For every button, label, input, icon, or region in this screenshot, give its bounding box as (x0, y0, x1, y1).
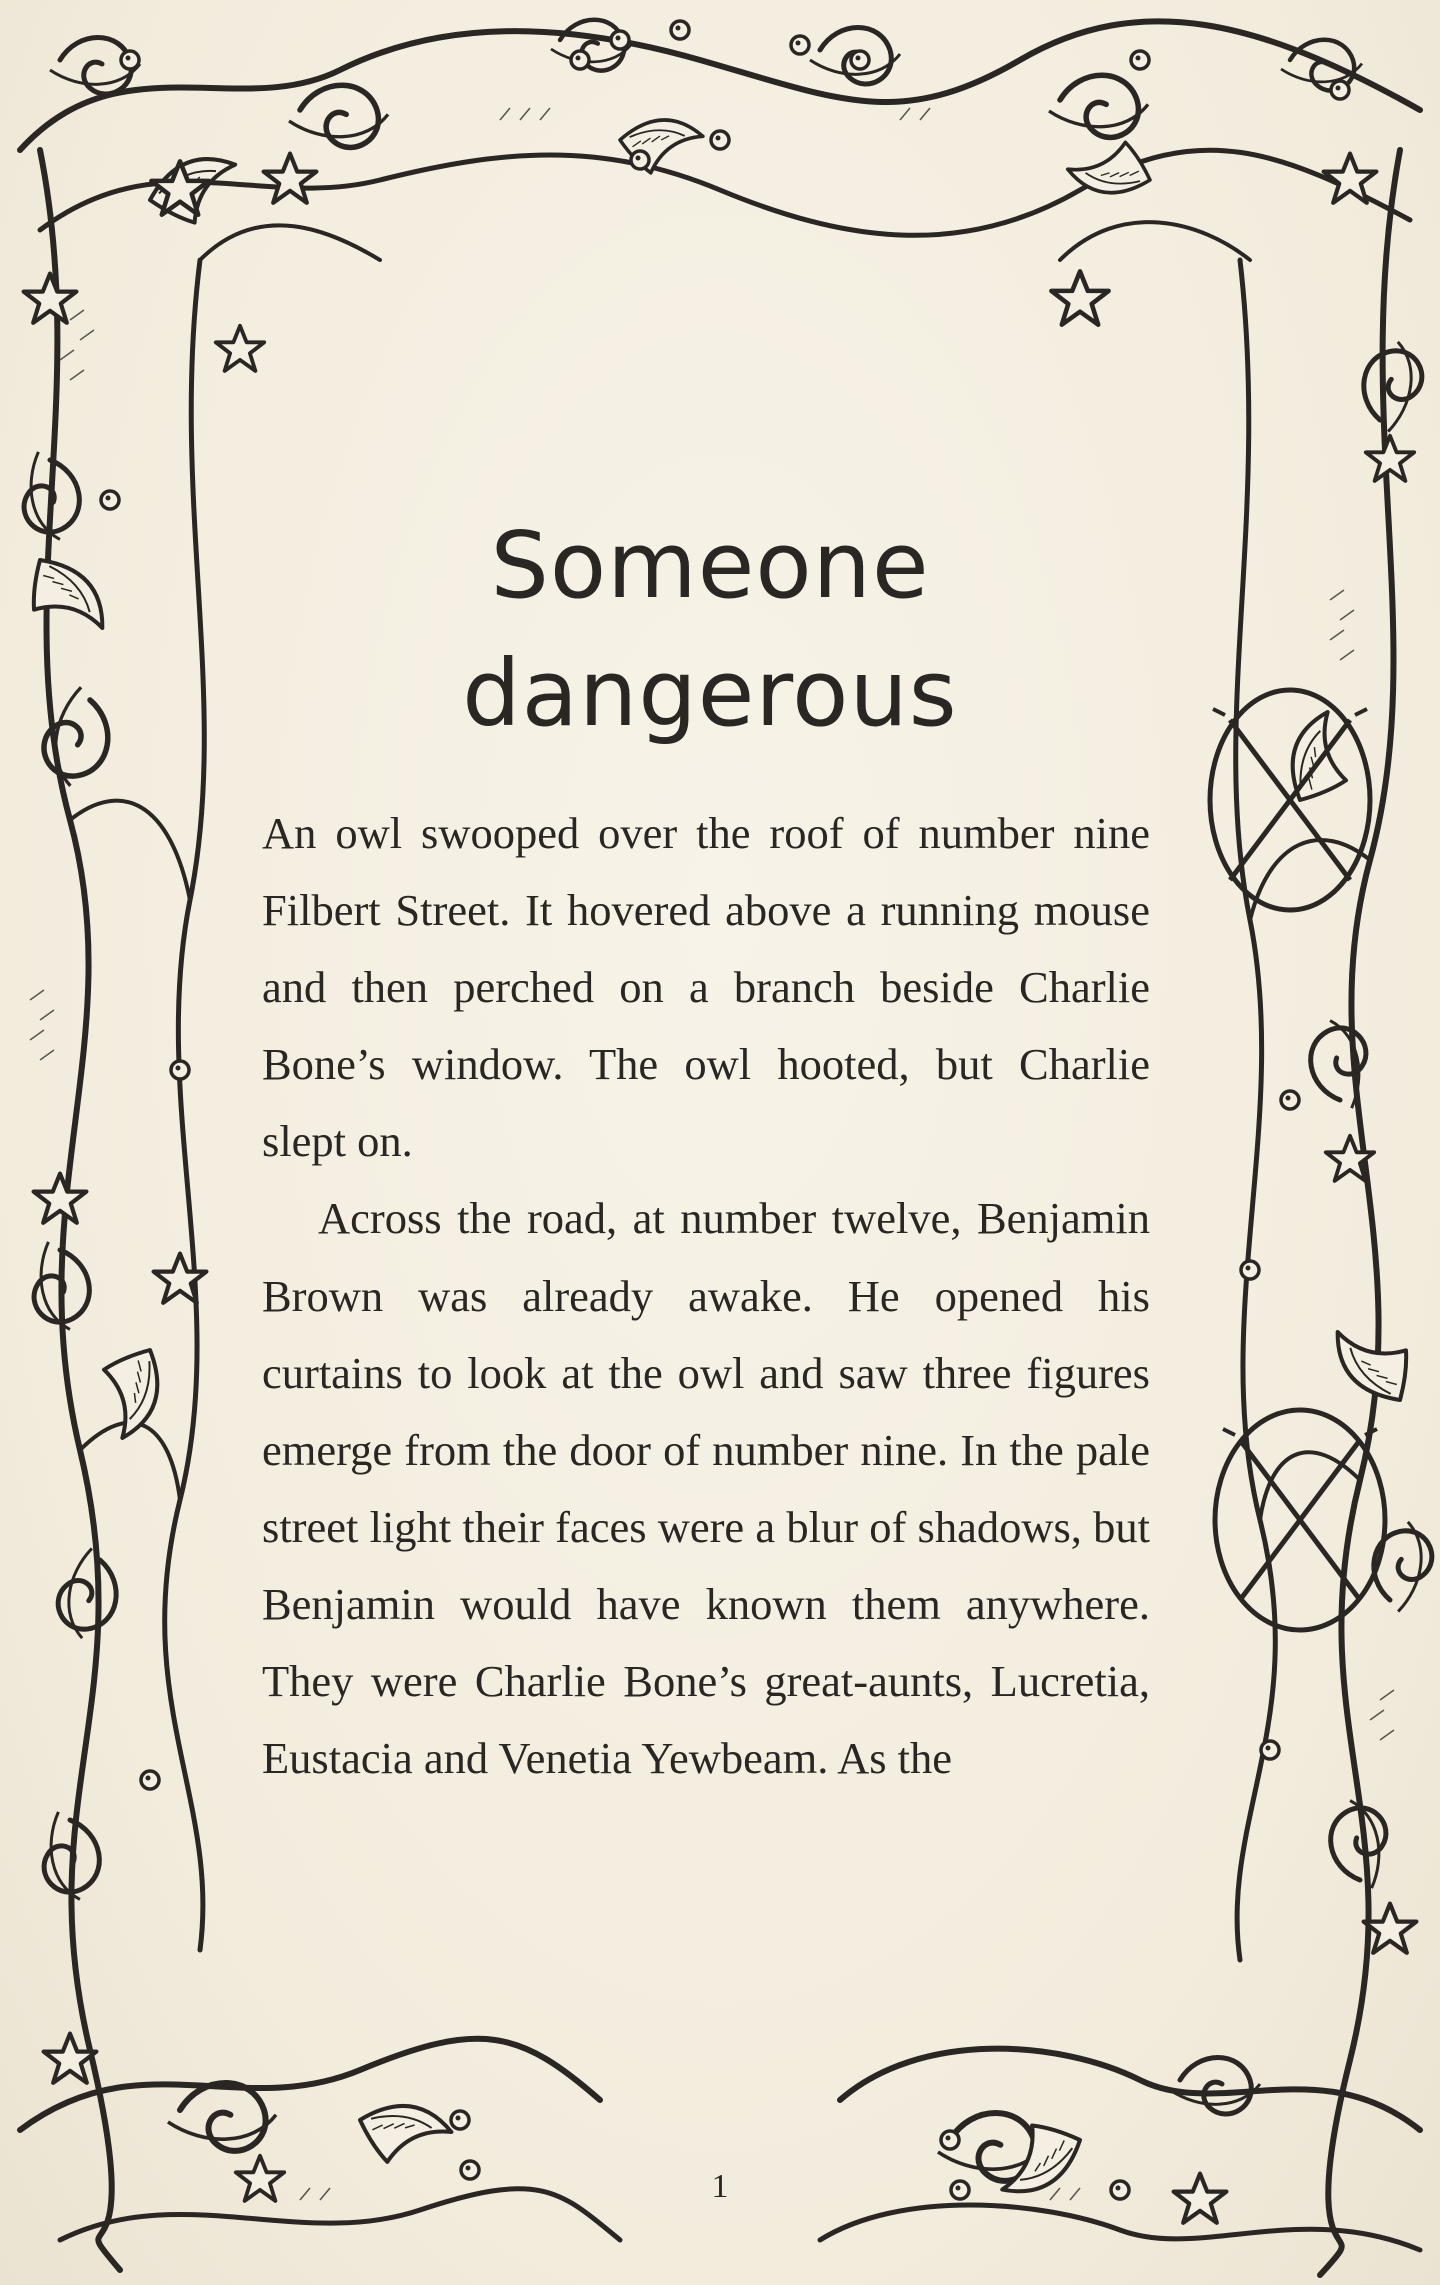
chapter-title (260, 502, 1160, 758)
chapter-body (262, 795, 1150, 1797)
paragraph-2: Across the road, at number twelve, Benjamin Brown was already awake. He opened his curtains to look at the owl and saw three figures emerge from the door of number nine. In the pale street light their faces were a blur of shadows, but Benjamin would have known them anywhere. They were Charlie Bone’s great-aunts, Lucretia, Eustacia and Venetia Yewbeam. As the (262, 1193, 1150, 1784)
chapter-title-line-2: dangerous (462, 639, 958, 747)
page-number: 1 (711, 2168, 729, 2205)
chapter-title-line-1: Someone (490, 511, 930, 619)
paragraph-1: An owl swooped over the roof of number nine Filbert Street. It hovered above a running mouse and then perched on a branch beside Charlie Bone’s window. The owl hooted, but Charlie slept on. (262, 808, 1150, 1167)
